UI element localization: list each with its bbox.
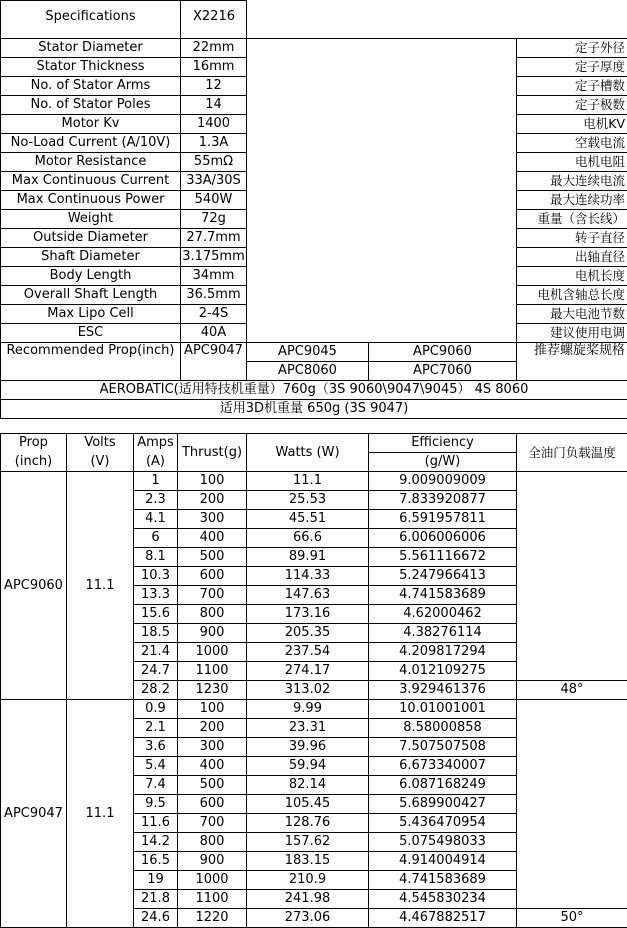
col-prop-header: Prop (1, 434, 67, 453)
watts-cell: 313.02 (247, 681, 369, 700)
watts-cell: 82.14 (247, 776, 369, 795)
3d-note-row (1, 400, 627, 419)
spec-value: 72g (181, 210, 247, 229)
amps-cell: 24.7 (134, 662, 178, 681)
thrust-cell: 1000 (178, 643, 247, 662)
efficiency-cell: 6.591957811 (369, 510, 517, 529)
spec-name: Stator Diameter (1, 39, 181, 58)
specifications-table (0, 0, 627, 419)
col-prop-unit: (inch) (1, 453, 67, 472)
spec-value: 12 (181, 77, 247, 96)
thrust-cell: 600 (178, 567, 247, 586)
amps-cell: 15.6 (134, 605, 178, 624)
spec-name: Overall Shaft Length (1, 286, 181, 305)
col-temp-header: 全油门负载温度 (517, 434, 627, 472)
aerobatic-note: AEROBATIC(适用特技机重量）760g（3S 9060\9047\9045） 4S 8060 (1, 381, 627, 400)
watts-cell: 173.16 (247, 605, 369, 624)
efficiency-cell: 4.741583689 (369, 586, 517, 605)
watts-cell: 128.76 (247, 814, 369, 833)
spec-name: Shaft Diameter (1, 248, 181, 267)
thrust-cell: 300 (178, 738, 247, 757)
thrust-cell: 700 (178, 586, 247, 605)
recommended-prop-cn: 推荐螺旋桨规格 (517, 343, 627, 381)
col-amps-header: Amps (134, 434, 178, 453)
col-amps-unit: (A) (134, 453, 178, 472)
spec-value: 2-4S (181, 305, 247, 324)
spec-cn-label: 空载电流 (517, 134, 627, 153)
group-volts: 11.1 (67, 472, 134, 700)
thrust-cell: 300 (178, 510, 247, 529)
thrust-cell: 1100 (178, 890, 247, 909)
watts-cell: 237.54 (247, 643, 369, 662)
thrust-cell: 1000 (178, 871, 247, 890)
watts-cell: 241.98 (247, 890, 369, 909)
efficiency-cell: 4.62000462 (369, 605, 517, 624)
spec-row (1, 39, 627, 58)
watts-cell: 210.9 (247, 871, 369, 890)
spec-value: 16mm (181, 58, 247, 77)
thrust-cell: 700 (178, 814, 247, 833)
col-volts-header: Volts (67, 434, 134, 453)
spec-value: 27.7mm (181, 229, 247, 248)
efficiency-cell: 4.012109275 (369, 662, 517, 681)
thrust-cell: 1230 (178, 681, 247, 700)
efficiency-cell: 5.436470954 (369, 814, 517, 833)
performance-table (0, 433, 627, 928)
amps-cell: 6 (134, 529, 178, 548)
spec-value: 22mm (181, 39, 247, 58)
watts-cell: 274.17 (247, 662, 369, 681)
spec-name: ESC (1, 324, 181, 343)
spec-cn-label: 定子厚度 (517, 58, 627, 77)
efficiency-cell: 5.689900427 (369, 795, 517, 814)
temp-blank (517, 472, 627, 681)
spec-cn-label: 电机电阻 (517, 153, 627, 172)
thrust-cell: 400 (178, 529, 247, 548)
amps-cell: 24.6 (134, 909, 178, 928)
efficiency-cell: 4.467882517 (369, 909, 517, 928)
spec-value: 14 (181, 96, 247, 115)
amps-cell: 2.1 (134, 719, 178, 738)
watts-cell: 66.6 (247, 529, 369, 548)
efficiency-cell: 4.38276114 (369, 624, 517, 643)
perf-data-row (1, 700, 627, 719)
thrust-cell: 500 (178, 776, 247, 795)
prop-option: APC7060 (369, 362, 517, 381)
amps-cell: 14.2 (134, 833, 178, 852)
recommended-prop-label: Recommended Prop(inch) (1, 343, 181, 381)
full-throttle-temp: 50° (517, 909, 627, 928)
watts-cell: 157.62 (247, 833, 369, 852)
amps-cell: 1 (134, 472, 178, 491)
spec-cn-label: 出轴直径 (517, 248, 627, 267)
amps-cell: 21.8 (134, 890, 178, 909)
efficiency-cell: 5.075498033 (369, 833, 517, 852)
thrust-cell: 200 (178, 491, 247, 510)
watts-cell: 45.51 (247, 510, 369, 529)
watts-cell: 11.1 (247, 472, 369, 491)
spec-value: 3.175mm (181, 248, 247, 267)
watts-cell: 205.35 (247, 624, 369, 643)
col-volts-unit: (V) (67, 453, 134, 472)
spec-name: No. of Stator Poles (1, 96, 181, 115)
thrust-cell: 400 (178, 757, 247, 776)
efficiency-cell: 4.741583689 (369, 871, 517, 890)
spec-value: 1.3A (181, 134, 247, 153)
thrust-cell: 900 (178, 852, 247, 871)
prop-option: APC8060 (247, 362, 369, 381)
aerobatic-note-row (1, 381, 627, 400)
full-throttle-temp: 48° (517, 681, 627, 700)
col-watts-header: Watts (W) (247, 434, 369, 472)
watts-cell: 23.31 (247, 719, 369, 738)
spec-name: Weight (1, 210, 181, 229)
spec-name: Body Length (1, 267, 181, 286)
amps-cell: 2.3 (134, 491, 178, 510)
spec-cn-label: 定子极数 (517, 96, 627, 115)
efficiency-cell: 6.673340007 (369, 757, 517, 776)
amps-cell: 0.9 (134, 700, 178, 719)
spec-value: 36.5mm (181, 286, 247, 305)
thrust-cell: 1100 (178, 662, 247, 681)
spec-name: Max Continuous Power (1, 191, 181, 210)
spec-value: 540W (181, 191, 247, 210)
efficiency-cell: 3.929461376 (369, 681, 517, 700)
amps-cell: 19 (134, 871, 178, 890)
col-thrust-header: Thrust(g) (178, 434, 247, 472)
spec-name: Max Lipo Cell (1, 305, 181, 324)
perf-header-row (1, 434, 627, 453)
thrust-cell: 600 (178, 795, 247, 814)
col-efficiency-unit: (g/W) (369, 453, 517, 472)
amps-cell: 28.2 (134, 681, 178, 700)
spec-cn-label: 最大连续电流 (517, 172, 627, 191)
spec-name: Motor Kv (1, 115, 181, 134)
watts-cell: 25.53 (247, 491, 369, 510)
efficiency-cell: 7.833920877 (369, 491, 517, 510)
spec-value: 34mm (181, 267, 247, 286)
spec-model: X2216 (181, 1, 247, 39)
amps-cell: 10.3 (134, 567, 178, 586)
perf-data-row (1, 472, 627, 491)
spec-blank-area (247, 39, 517, 343)
efficiency-cell: 8.58000858 (369, 719, 517, 738)
thrust-cell: 800 (178, 605, 247, 624)
thrust-cell: 500 (178, 548, 247, 567)
group-volts: 11.1 (67, 700, 134, 928)
amps-cell: 16.5 (134, 852, 178, 871)
amps-cell: 8.1 (134, 548, 178, 567)
spec-cn-label: 定子外径 (517, 39, 627, 58)
spec-cn-label: 最大连续功率 (517, 191, 627, 210)
efficiency-cell: 9.009009009 (369, 472, 517, 491)
spec-name: Outside Diameter (1, 229, 181, 248)
spec-cn-label: 电机长度 (517, 267, 627, 286)
watts-cell: 147.63 (247, 586, 369, 605)
watts-cell: 114.33 (247, 567, 369, 586)
spec-value: 1400 (181, 115, 247, 134)
spec-header-label: Specifications (1, 1, 181, 39)
group-prop: APC9047 (1, 700, 67, 928)
efficiency-cell: 4.545830234 (369, 890, 517, 909)
efficiency-cell: 6.087168249 (369, 776, 517, 795)
prop-option: APC9045 (247, 343, 369, 362)
watts-cell: 183.15 (247, 852, 369, 871)
spec-cn-label: 定子槽数 (517, 77, 627, 96)
temp-blank (517, 700, 627, 909)
efficiency-cell: 7.507507508 (369, 738, 517, 757)
spec-header-blank (247, 1, 627, 39)
spec-cn-label: 建议使用电调 (517, 324, 627, 343)
thrust-cell: 100 (178, 700, 247, 719)
spec-value: 55mΩ (181, 153, 247, 172)
recommended-prop-row (1, 343, 627, 362)
amps-cell: 9.5 (134, 795, 178, 814)
col-efficiency-header: Efficiency (369, 434, 517, 453)
watts-cell: 105.45 (247, 795, 369, 814)
spec-cn-label: 最大电池节数 (517, 305, 627, 324)
efficiency-cell: 4.914004914 (369, 852, 517, 871)
thrust-cell: 200 (178, 719, 247, 738)
spec-name: Motor Resistance (1, 153, 181, 172)
group-prop: APC9060 (1, 472, 67, 700)
watts-cell: 9.99 (247, 700, 369, 719)
spec-name: No. of Stator Arms (1, 77, 181, 96)
amps-cell: 4.1 (134, 510, 178, 529)
efficiency-cell: 6.006006006 (369, 529, 517, 548)
spec-name: Stator Thickness (1, 58, 181, 77)
spec-value: 33A/30S (181, 172, 247, 191)
spec-cn-label: 电机KV (517, 115, 627, 134)
efficiency-cell: 4.209817294 (369, 643, 517, 662)
efficiency-cell: 10.01001001 (369, 700, 517, 719)
efficiency-cell: 5.247966413 (369, 567, 517, 586)
amps-cell: 11.6 (134, 814, 178, 833)
spec-cn-label: 转子直径 (517, 229, 627, 248)
thrust-cell: 100 (178, 472, 247, 491)
spec-cn-label: 电机含轴总长度 (517, 286, 627, 305)
prop-option: APC9047 (181, 343, 247, 381)
amps-cell: 7.4 (134, 776, 178, 795)
spec-value: 40A (181, 324, 247, 343)
efficiency-cell: 5.561116672 (369, 548, 517, 567)
spec-cn-label: 重量（含长线） (517, 210, 627, 229)
spec-header-row (1, 1, 627, 39)
watts-cell: 59.94 (247, 757, 369, 776)
watts-cell: 273.06 (247, 909, 369, 928)
amps-cell: 21.4 (134, 643, 178, 662)
amps-cell: 13.3 (134, 586, 178, 605)
thrust-cell: 800 (178, 833, 247, 852)
spec-name: Max Continuous Current (1, 172, 181, 191)
prop-option: APC9060 (369, 343, 517, 362)
amps-cell: 5.4 (134, 757, 178, 776)
spec-name: No-Load Current (A/10V) (1, 134, 181, 153)
amps-cell: 18.5 (134, 624, 178, 643)
watts-cell: 89.91 (247, 548, 369, 567)
thrust-cell: 900 (178, 624, 247, 643)
3d-note: 适用3D机重量 650g (3S 9047) (1, 400, 627, 419)
watts-cell: 39.96 (247, 738, 369, 757)
amps-cell: 3.6 (134, 738, 178, 757)
thrust-cell: 1220 (178, 909, 247, 928)
